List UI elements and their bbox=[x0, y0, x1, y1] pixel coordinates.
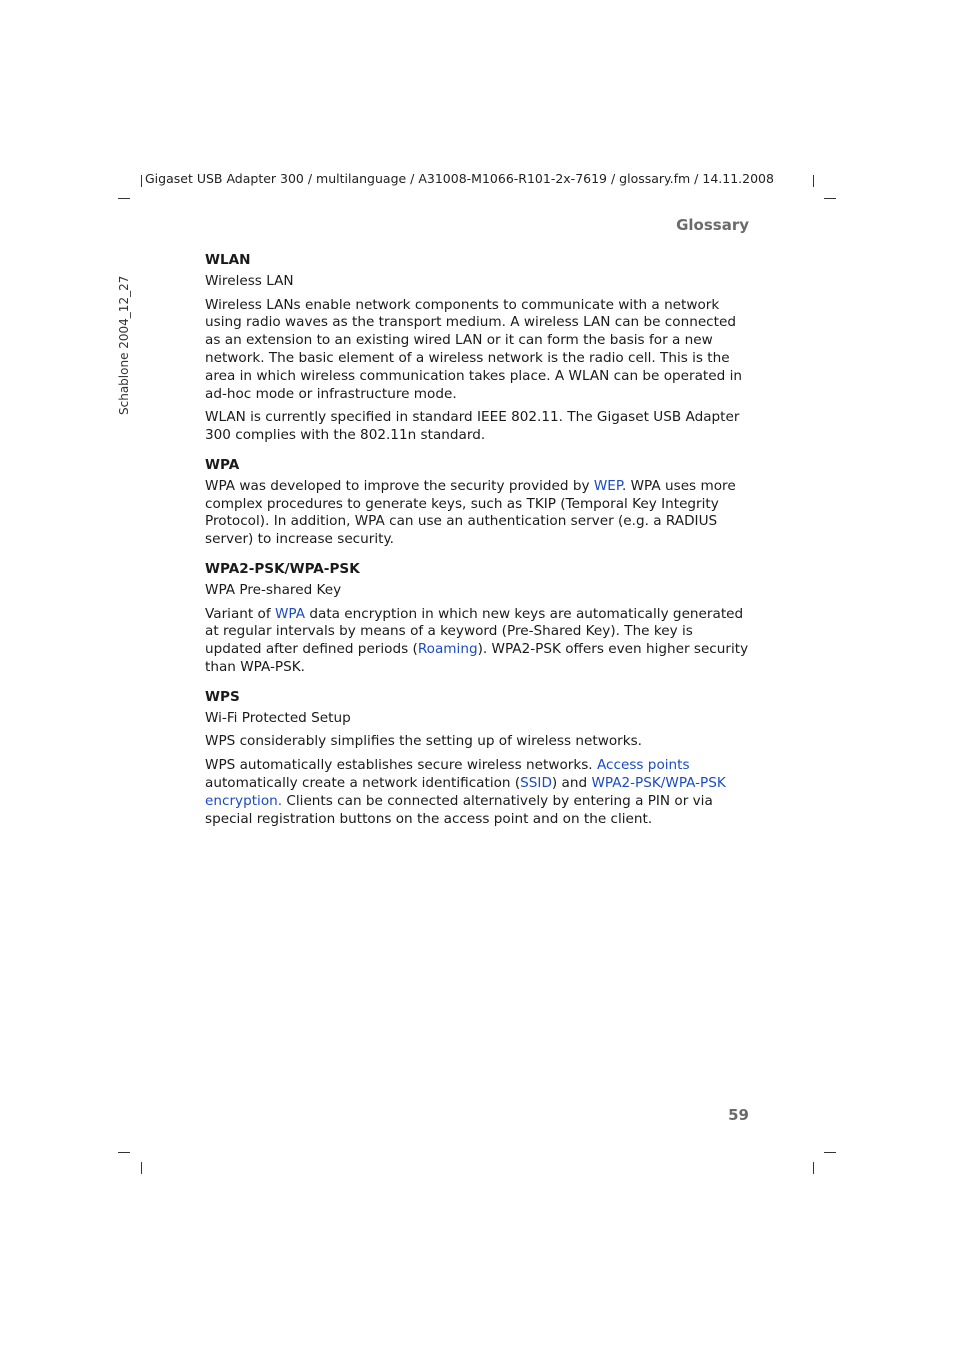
glossary-entry-wps bbox=[205, 689, 752, 829]
link-access-points[interactable]: Access points bbox=[596, 757, 690, 774]
term-description: WPS considerably simplifies the setting up of wireless networks. bbox=[205, 733, 642, 750]
term-subtitle: Wireless LAN bbox=[205, 272, 294, 289]
text-segment: ). WPA2-PSK offers even higher security than WPA-PSK. bbox=[205, 641, 749, 675]
text-segment: WPS automatically establishes secure wireless networks. bbox=[205, 757, 597, 774]
text-segment: ) and bbox=[551, 774, 592, 791]
term-heading: WPA2-PSK/WPA-PSK bbox=[205, 560, 360, 577]
glossary-content bbox=[205, 252, 752, 840]
link-wpa[interactable]: WPA bbox=[274, 605, 306, 622]
text-segment: Variant of bbox=[205, 605, 275, 622]
term-heading: WLAN bbox=[205, 252, 251, 268]
crop-mark-top-left-vertical bbox=[141, 175, 142, 187]
term-description: Wireless LANs enable network components to communicate with a network using radio waves as the transport medium. A wireless LAN can be connected as an extension to an existing wired LAN or it can form the basis for a new network. The basic element of a wireless network is the radio cell. This is the area in which wireless communication takes place. A WLAN can be operated in ad-hoc mode or infrastructure mode. bbox=[205, 296, 742, 402]
term-subtitle: Wi-Fi Protected Setup bbox=[205, 709, 351, 726]
text-segment: data encryption in which new keys are automatically generated at regular intervals by means of a keyword (Pre-Shared Key). The key is updated after defined periods ( bbox=[205, 605, 744, 658]
crop-mark-bottom-left-horizontal bbox=[118, 1152, 130, 1153]
document-header-line: Gigaset USB Adapter 300 / multilanguage / A31008-M1066-R101-2x-7619 / glossary.fm / 14.11.2008 bbox=[145, 171, 774, 186]
crop-mark-top-left-horizontal bbox=[118, 198, 130, 199]
crop-mark-bottom-right-horizontal bbox=[824, 1152, 836, 1153]
crop-mark-bottom-left-vertical bbox=[141, 1162, 142, 1174]
glossary-entry-wpa bbox=[205, 457, 752, 549]
section-title: Glossary bbox=[676, 216, 749, 234]
term-description bbox=[205, 757, 752, 828]
link-roaming[interactable]: Roaming bbox=[417, 641, 478, 658]
term-heading: WPS bbox=[205, 688, 240, 705]
template-side-label: Schablone 2004_12_27 bbox=[117, 275, 131, 415]
page-number: 59 bbox=[728, 1106, 749, 1124]
crop-mark-bottom-right-vertical bbox=[813, 1162, 814, 1174]
text-segment: . WPA uses more complex procedures to generate keys, such as TKIP (Temporal Key Integrity Protocol). In addition, WPA can use an authentication server (e.g. a RADIUS server) to increase security. bbox=[205, 477, 736, 548]
text-segment: WPA was developed to improve the security provided by bbox=[205, 477, 594, 494]
term-subtitle: WPA Pre-shared Key bbox=[205, 581, 342, 598]
text-segment: automatically create a network identification ( bbox=[205, 774, 521, 791]
term-description bbox=[205, 478, 752, 549]
crop-mark-top-right-vertical bbox=[813, 175, 814, 187]
text-segment: Clients can be connected alternatively by entering a PIN or via special registration buttons on the access point and on the client. bbox=[205, 792, 713, 827]
link-ssid[interactable]: SSID bbox=[520, 774, 552, 791]
crop-mark-top-right-horizontal bbox=[824, 198, 836, 199]
term-description bbox=[205, 606, 752, 677]
link-wep[interactable]: WEP bbox=[593, 477, 622, 494]
glossary-entry-wlan bbox=[205, 252, 752, 445]
term-heading: WPA bbox=[205, 456, 240, 473]
link-wpa2-psk-encryption[interactable]: WPA2-PSK/WPA-PSK encryption. bbox=[205, 774, 726, 809]
glossary-entry-wpa2-psk bbox=[205, 561, 752, 677]
term-description: WLAN is currently specified in standard IEEE 802.11. The Gigaset USB Adapter 300 complies with the 802.11n standard. bbox=[205, 409, 740, 444]
